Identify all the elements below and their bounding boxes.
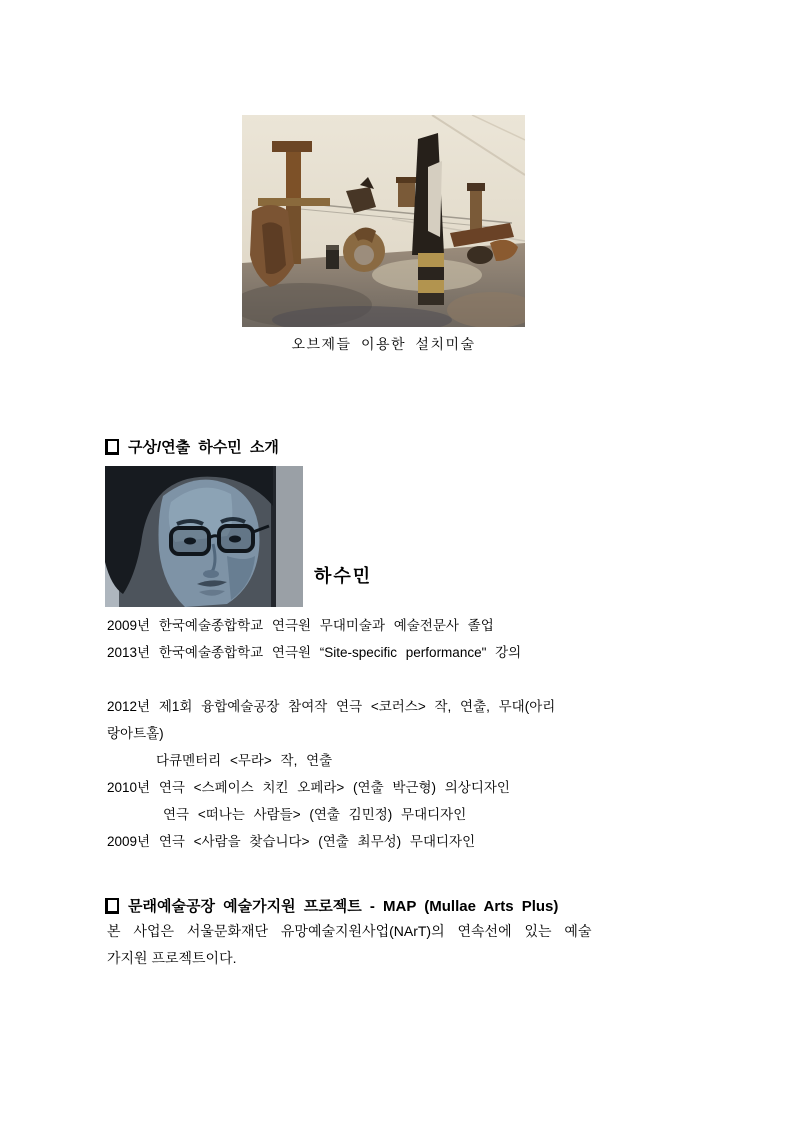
bio-list (107, 612, 707, 855)
installation-photo-graphic (242, 115, 525, 327)
map-section-heading (105, 895, 558, 916)
profile-section-heading (105, 436, 279, 457)
bio-line: 2012년 제1회 융합예술공장 참여작 연극 <코러스> 작, 연출, 무대(아리 (107, 699, 556, 714)
bio-line: 연극 <떠나는 사람들> (연출 김민정) 무대디자인 (163, 807, 467, 822)
profile-section-title: 구상/연출 하수민 소개 (128, 439, 279, 456)
bio-line: 다큐멘터리 <무라> 작, 연출 (156, 753, 333, 768)
portrait-photo (105, 466, 303, 607)
portrait-photo-graphic (105, 466, 303, 607)
bio-line: 2009년 연극 <사람을 찾습니다> (연출 최무성) 무대디자인 (107, 834, 476, 849)
installation-photo (242, 115, 525, 327)
square-bullet-icon (105, 898, 119, 914)
map-section-title: 문래예술공장 예술가지원 프로젝트 - MAP (Mullae Arts Plus) (128, 898, 559, 915)
bio-line: 2009년 한국예술종합학교 연극원 무대미술과 예술전문사 졸업 (107, 618, 494, 633)
body-line: 가지원 프로젝트이다. (107, 950, 237, 966)
bio-line: 2010년 연극 <스페이스 치킨 오페라> (연출 박근형) 의상디자인 (107, 780, 510, 795)
square-bullet-icon (105, 439, 119, 455)
bio-line: 랑아트홀) (107, 726, 164, 741)
map-section-body (107, 918, 699, 972)
body-line: 본 사업은 서울문화재단 유망예술지원사업(NArT)의 연속선에 있는 예술 (107, 923, 592, 939)
profile-name: 하수민 (314, 566, 373, 586)
photo-caption: 오브제들 이용한 설치미술 (291, 336, 476, 352)
bio-line: 2013년 한국예술종합학교 연극원 “Site-specific performance" 강의 (107, 645, 522, 660)
